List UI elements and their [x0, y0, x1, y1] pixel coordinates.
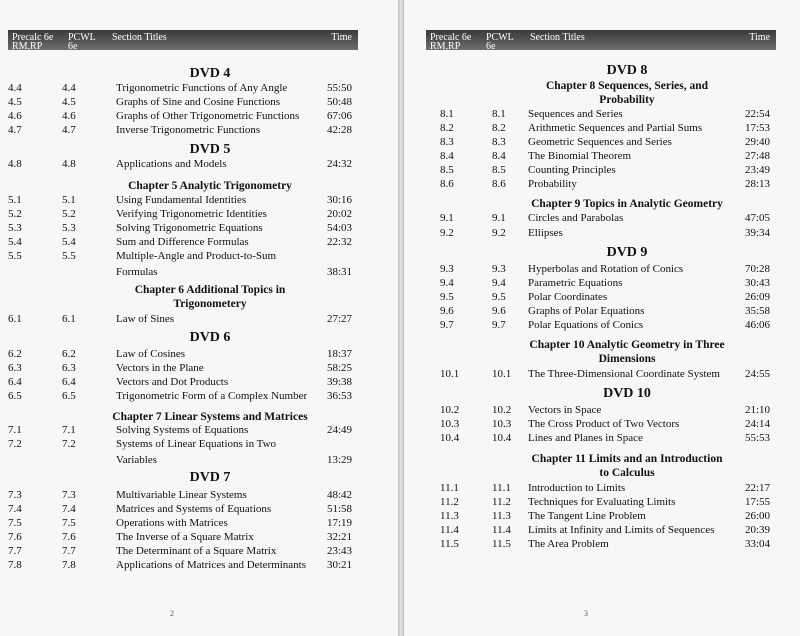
section-time: 24:55 — [744, 368, 770, 380]
section-title: Introduction to Limits — [528, 482, 626, 494]
section-title: Vectors and Dot Products — [116, 376, 229, 388]
precalc-section-number: 6.4 — [8, 376, 22, 388]
section-time: 17:55 — [744, 496, 770, 508]
section-time: 22:54 — [744, 108, 770, 120]
section-title: Applications of Matrices and Determinants — [116, 559, 307, 571]
pcwl-section-number: 9.7 — [492, 319, 506, 331]
section-title: Geometric Sequences and Series — [528, 136, 672, 148]
pcwl-section-number: 8.1 — [492, 108, 506, 120]
precalc-section-number: 8.1 — [440, 108, 454, 120]
section-time: 24:49 — [326, 424, 352, 436]
pcwl-section-number: 8.2 — [492, 122, 506, 134]
pcwl-section-number: 5.4 — [62, 236, 76, 248]
section-title: Vectors in the Plane — [116, 362, 204, 374]
dvd-title: DVD 5 — [189, 142, 231, 157]
dvd-heading — [110, 330, 310, 346]
chapter-title: Chapter 10 Analytic Geometry in Three — [529, 339, 725, 351]
dvd-title: DVD 8 — [606, 63, 648, 78]
precalc-section-number: 5.2 — [8, 208, 22, 220]
precalc-section-number: 11.4 — [440, 524, 459, 536]
pcwl-section-number: 8.4 — [492, 150, 506, 162]
table-header — [8, 30, 358, 50]
section-title: Vectors in Space — [528, 404, 602, 416]
precalc-section-number: 8.2 — [440, 122, 454, 134]
section-time: 30:21 — [326, 559, 352, 571]
section-title: Parametric Equations — [528, 277, 623, 289]
header-pcwl: PCWL 6e — [486, 32, 514, 52]
chapter-heading — [520, 197, 734, 211]
precalc-section-number: 10.4 — [440, 432, 460, 444]
pcwl-section-number: 6.1 — [62, 313, 76, 325]
precalc-section-number: 10.2 — [440, 404, 460, 416]
section-time: 58:25 — [326, 362, 352, 374]
pcwl-section-number: 11.5 — [492, 538, 511, 550]
header-pcwl: PCWL 6e — [68, 32, 96, 52]
section-time: 35:58 — [744, 305, 770, 317]
header-time: Time — [331, 32, 352, 43]
section-title: Trigonometric Form of a Complex Number — [116, 390, 308, 402]
dvd-title: DVD 6 — [189, 330, 231, 345]
precalc-section-number: 5.3 — [8, 222, 22, 234]
section-title: Polar Equations of Conics — [528, 319, 644, 331]
precalc-section-number: 6.3 — [8, 362, 22, 374]
section-time: 70:28 — [744, 263, 770, 275]
section-time: 22:17 — [744, 482, 770, 494]
pcwl-section-number: 7.5 — [62, 517, 76, 529]
dvd-heading — [520, 63, 734, 79]
chapter-title: Chapter 8 Sequences, Series, and — [545, 80, 709, 92]
table-header — [426, 30, 776, 50]
precalc-section-number: 5.1 — [8, 194, 22, 206]
precalc-section-number: 8.5 — [440, 164, 454, 176]
section-time: 42:28 — [326, 124, 352, 136]
pcwl-section-number: 11.1 — [492, 482, 511, 494]
section-time: 51:58 — [326, 503, 352, 515]
section-title: Law of Sines — [116, 313, 175, 325]
chapter-heading — [110, 283, 310, 311]
pcwl-section-number: 5.2 — [62, 208, 76, 220]
section-time: 67:06 — [326, 110, 352, 122]
section-time: 28:13 — [744, 178, 770, 190]
precalc-section-number: 11.1 — [440, 482, 459, 494]
precalc-section-number: 9.4 — [440, 277, 454, 289]
pcwl-section-number: 4.7 — [62, 124, 76, 136]
section-time: 21:10 — [744, 404, 770, 416]
dvd-title: DVD 10 — [603, 386, 651, 401]
section-time: 30:43 — [744, 277, 770, 289]
section-time: 17:53 — [744, 122, 770, 134]
section-title-continued: Formulas — [116, 266, 158, 278]
chapter-heading — [110, 179, 310, 193]
section-time: 20:39 — [744, 524, 770, 536]
pcwl-section-number: 11.3 — [492, 510, 511, 522]
chapter-title: Chapter 9 Topics in Analytic Geometry — [531, 198, 723, 210]
precalc-section-number: 4.8 — [8, 158, 22, 170]
pcwl-section-number: 7.8 — [62, 559, 76, 571]
section-title: Multivariable Linear Systems — [116, 489, 247, 501]
section-title: Verifying Trigonometric Identities — [116, 208, 267, 220]
pcwl-section-number: 4.5 — [62, 96, 76, 108]
section-title: Solving Systems of Equations — [116, 424, 249, 436]
section-time: 39:34 — [744, 227, 770, 239]
right-page — [404, 0, 800, 636]
section-time: 18:37 — [326, 348, 352, 360]
precalc-section-number: 9.1 — [440, 212, 454, 224]
precalc-section-number: 7.4 — [8, 503, 22, 515]
section-title: The Three-Dimensional Coordinate System — [528, 368, 720, 380]
dvd-heading — [110, 66, 310, 82]
pcwl-section-number: 5.5 — [62, 250, 76, 262]
pcwl-section-number: 8.5 — [492, 164, 506, 176]
section-time: 24:32 — [326, 158, 352, 170]
section-title: Probability — [528, 178, 577, 190]
section-title: Sum and Difference Formulas — [116, 236, 249, 248]
chapter-title: Chapter 5 Analytic Trigonometry — [128, 180, 292, 192]
section-time: 13:29 — [326, 454, 352, 466]
dvd-heading — [110, 470, 310, 486]
precalc-section-number: 7.2 — [8, 438, 22, 450]
section-time: 30:16 — [326, 194, 352, 206]
section-time: 20:02 — [326, 208, 352, 220]
section-title: Limits at Infinity and Limits of Sequences — [528, 524, 715, 536]
section-time: 38:31 — [326, 266, 352, 278]
precalc-section-number: 9.7 — [440, 319, 454, 331]
section-title: Law of Cosines — [116, 348, 186, 360]
pcwl-section-number: 9.1 — [492, 212, 506, 224]
section-time: 55:53 — [744, 432, 770, 444]
precalc-section-number: 4.7 — [8, 124, 22, 136]
section-time: 50:48 — [326, 96, 352, 108]
precalc-section-number: 9.3 — [440, 263, 454, 275]
dvd-heading — [520, 245, 734, 261]
chapter-title: Chapter 11 Limits and an Introduction — [531, 453, 723, 465]
section-title: Matrices and Systems of Equations — [116, 503, 272, 515]
chapter-title-continued: Probability — [599, 94, 655, 106]
header-section-titles: Section Titles — [530, 32, 585, 43]
precalc-section-number: 9.6 — [440, 305, 454, 317]
precalc-section-number: 9.2 — [440, 227, 454, 239]
pcwl-section-number: 8.3 — [492, 136, 506, 148]
pcwl-section-number: 6.4 — [62, 376, 76, 388]
dvd-title: DVD 7 — [189, 470, 231, 485]
precalc-section-number: 6.2 — [8, 348, 22, 360]
pcwl-section-number: 6.3 — [62, 362, 76, 374]
section-time: 48:42 — [326, 489, 352, 501]
section-time: 26:00 — [744, 510, 770, 522]
precalc-section-number: 9.5 — [440, 291, 454, 303]
pcwl-section-number: 9.2 — [492, 227, 506, 239]
precalc-section-number: 5.5 — [8, 250, 22, 262]
pcwl-section-number: 10.4 — [492, 432, 512, 444]
left-page — [0, 0, 398, 636]
section-title: Operations with Matrices — [116, 517, 228, 529]
section-time: 32:21 — [326, 531, 352, 543]
precalc-section-number: 8.3 — [440, 136, 454, 148]
section-title: Solving Trigonometric Equations — [116, 222, 263, 234]
pcwl-section-number: 9.5 — [492, 291, 506, 303]
section-time: 29:40 — [744, 136, 770, 148]
section-time: 22:32 — [326, 236, 352, 248]
chapter-heading — [110, 410, 310, 424]
chapter-title-continued: to Calculus — [599, 467, 655, 479]
pcwl-section-number: 11.4 — [492, 524, 511, 536]
precalc-section-number: 4.5 — [8, 96, 22, 108]
pcwl-section-number: 6.5 — [62, 390, 76, 402]
pcwl-section-number: 8.6 — [492, 178, 506, 190]
section-title: Ellipses — [528, 227, 563, 239]
section-title: Graphs of Sine and Cosine Functions — [116, 96, 281, 108]
pcwl-section-number: 7.7 — [62, 545, 76, 557]
header-precalc: Precalc 6e RM,RP — [430, 32, 472, 52]
section-title: Inverse Trigonometric Functions — [116, 124, 261, 136]
section-time: 27:27 — [326, 313, 352, 325]
section-title: Hyperbolas and Rotation of Conics — [528, 263, 684, 275]
section-time: 36:53 — [326, 390, 352, 402]
chapter-heading — [520, 338, 734, 366]
precalc-section-number: 4.4 — [8, 82, 22, 94]
pcwl-section-number: 4.8 — [62, 158, 76, 170]
precalc-section-number: 10.3 — [440, 418, 460, 430]
section-title: Sequences and Series — [528, 108, 623, 120]
pcwl-section-number: 4.6 — [62, 110, 76, 122]
section-title: Lines and Planes in Space — [528, 432, 643, 444]
section-time: 33:04 — [744, 538, 770, 550]
pcwl-section-number: 7.4 — [62, 503, 76, 515]
header-section-titles: Section Titles — [112, 32, 167, 43]
pcwl-section-number: 5.3 — [62, 222, 76, 234]
chapter-title-continued: Trigonometery — [173, 298, 247, 310]
section-title: The Tangent Line Problem — [528, 510, 646, 522]
section-time: 46:06 — [744, 319, 770, 331]
chapter-title-continued: Dimensions — [598, 353, 656, 365]
precalc-section-number: 7.3 — [8, 489, 22, 501]
pcwl-section-number: 7.1 — [62, 424, 76, 436]
section-time: 54:03 — [326, 222, 352, 234]
section-title: Systems of Linear Equations in Two — [116, 438, 277, 450]
section-title: The Inverse of a Square Matrix — [116, 531, 254, 543]
pcwl-section-number: 7.6 — [62, 531, 76, 543]
section-title: Arithmetic Sequences and Partial Sums — [528, 122, 703, 134]
precalc-section-number: 7.1 — [8, 424, 22, 436]
page-number: 3 — [584, 609, 588, 618]
section-title: Graphs of Other Trigonometric Functions — [116, 110, 300, 122]
precalc-section-number: 7.7 — [8, 545, 22, 557]
section-time: 24:14 — [744, 418, 770, 430]
pcwl-section-number: 9.6 — [492, 305, 506, 317]
pcwl-section-number: 6.2 — [62, 348, 76, 360]
dvd-heading — [110, 142, 310, 158]
precalc-section-number: 5.4 — [8, 236, 22, 248]
header-time: Time — [749, 32, 770, 43]
precalc-section-number: 6.1 — [8, 313, 22, 325]
section-title: Techniques for Evaluating Limits — [528, 496, 676, 508]
section-title: Graphs of Polar Equations — [528, 305, 645, 317]
pcwl-section-number: 9.3 — [492, 263, 506, 275]
section-title-continued: Variables — [116, 454, 157, 466]
section-time: 55:50 — [326, 82, 352, 94]
pcwl-section-number: 5.1 — [62, 194, 76, 206]
section-title: The Area Problem — [528, 538, 609, 550]
section-title: The Binomial Theorem — [528, 150, 632, 162]
section-time: 39:38 — [326, 376, 352, 388]
pcwl-section-number: 10.2 — [492, 404, 512, 416]
chapter-title: Chapter 6 Additional Topics in — [134, 284, 286, 296]
header-precalc: Precalc 6e RM,RP — [12, 32, 54, 52]
dvd-title: DVD 9 — [606, 245, 648, 260]
section-time: 26:09 — [744, 291, 770, 303]
precalc-section-number: 6.5 — [8, 390, 22, 402]
section-title: Counting Principles — [528, 164, 616, 176]
pcwl-section-number: 7.2 — [62, 438, 76, 450]
precalc-section-number: 8.6 — [440, 178, 454, 190]
pcwl-section-number: 7.3 — [62, 489, 76, 501]
dvd-title: DVD 4 — [189, 66, 231, 81]
section-title: The Determinant of a Square Matrix — [116, 545, 277, 557]
section-title: Applications and Models — [116, 158, 227, 170]
pcwl-section-number: 11.2 — [492, 496, 511, 508]
precalc-section-number: 11.5 — [440, 538, 459, 550]
pcwl-section-number: 9.4 — [492, 277, 506, 289]
section-title: Using Fundamental Identities — [116, 194, 247, 206]
chapter-title: Chapter 7 Linear Systems and Matrices — [112, 411, 308, 423]
section-title: Polar Coordinates — [528, 291, 608, 303]
precalc-section-number: 7.8 — [8, 559, 22, 571]
pcwl-section-number: 10.1 — [492, 368, 512, 380]
page-number: 2 — [170, 609, 174, 618]
section-time: 17:19 — [326, 517, 352, 529]
precalc-section-number: 11.3 — [440, 510, 459, 522]
section-time: 47:05 — [744, 212, 770, 224]
precalc-section-number: 8.4 — [440, 150, 454, 162]
chapter-heading — [520, 79, 734, 107]
precalc-section-number: 10.1 — [440, 368, 460, 380]
section-title: Trigonometric Functions of Any Angle — [116, 82, 288, 94]
precalc-section-number: 7.5 — [8, 517, 22, 529]
dvd-heading — [520, 386, 734, 402]
section-title: Multiple-Angle and Product-to-Sum — [116, 250, 277, 262]
precalc-section-number: 11.2 — [440, 496, 459, 508]
chapter-heading — [520, 452, 734, 480]
section-time: 23:49 — [744, 164, 770, 176]
pcwl-section-number: 10.3 — [492, 418, 512, 430]
precalc-section-number: 4.6 — [8, 110, 22, 122]
section-title: Circles and Parabolas — [528, 212, 624, 224]
pcwl-section-number: 4.4 — [62, 82, 76, 94]
section-time: 23:43 — [326, 545, 352, 557]
section-time: 27:48 — [744, 150, 770, 162]
section-title: The Cross Product of Two Vectors — [528, 418, 680, 430]
precalc-section-number: 7.6 — [8, 531, 22, 543]
